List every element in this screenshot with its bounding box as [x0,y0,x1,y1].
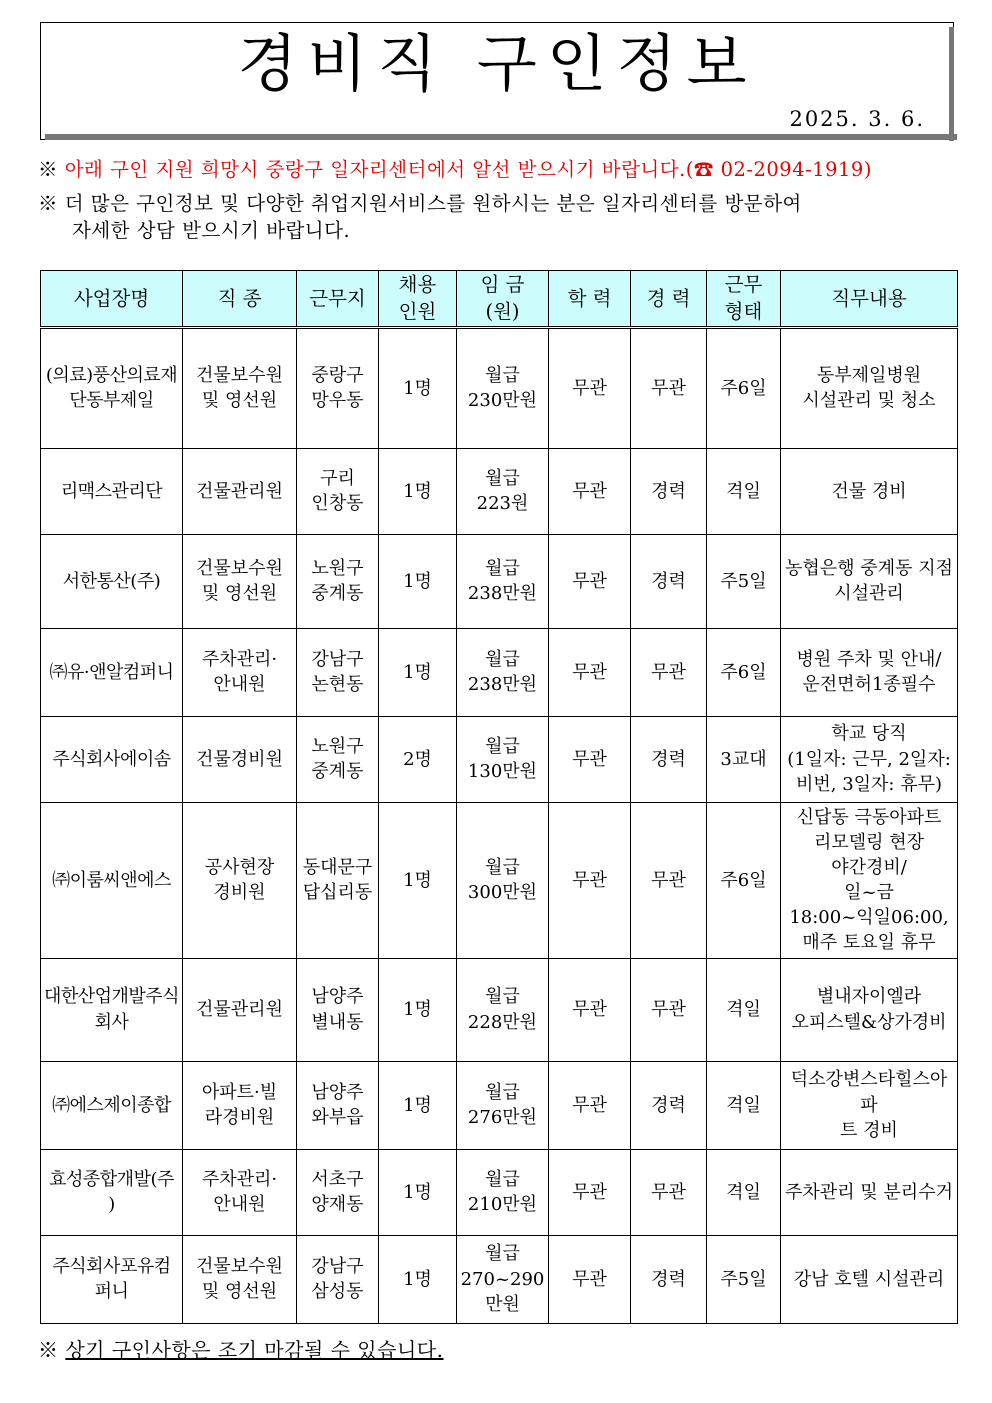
cell-experience: 무관 [631,1149,707,1235]
notice-contact [38,156,872,183]
cell-company: 효성종합개발(주 ) [41,1149,183,1235]
cell-headcount: 1명 [379,958,457,1061]
header-experience: 경 력 [631,271,707,328]
header-wage: 임 금 (원) [457,271,549,328]
cell-wage: 월급 130만원 [457,716,549,802]
cell-education: 무관 [549,802,631,958]
cell-work-type: 주6일 [707,628,781,716]
cell-job-type: 주차관리· 안내원 [183,1149,297,1235]
cell-location: 남양주 별내동 [297,958,379,1061]
cell-location: 구리 인창동 [297,448,379,534]
cell-company: ㈜유·앤알컴퍼니 [41,628,183,716]
table-row [41,1235,958,1323]
cell-job-type: 건물관리원 [183,448,297,534]
title-shadow-bottom [45,134,957,140]
cell-location: 동대문구 답십리동 [297,802,379,958]
cell-duties: 별내자이엘라 오피스텔&상가경비 [781,958,958,1061]
cell-education: 무관 [549,628,631,716]
cell-company: ㈜이룸씨앤에스 [41,802,183,958]
cell-location: 남양주 와부읍 [297,1061,379,1149]
cell-job-type: 공사현장 경비원 [183,802,297,958]
cell-experience: 경력 [631,716,707,802]
cell-duties: 강남 호텔 시설관리 [781,1235,958,1323]
cell-wage: 월급 210만원 [457,1149,549,1235]
cell-work-type: 격일 [707,1149,781,1235]
header-headcount: 채용 인원 [379,271,457,328]
cell-duties: 동부제일병원 시설관리 및 청소 [781,327,958,448]
cell-wage: 월급 228만원 [457,958,549,1061]
header-company: 사업장명 [41,271,183,328]
cell-duties: 학교 당직 (1일자: 근무, 2일자: 비번, 3일자: 휴무) [781,716,958,802]
cell-education: 무관 [549,327,631,448]
cell-wage: 월급 276만원 [457,1061,549,1149]
table-row [41,534,958,628]
cell-experience: 무관 [631,958,707,1061]
header-job-type: 직 종 [183,271,297,328]
cell-headcount: 2명 [379,716,457,802]
cell-experience: 무관 [631,327,707,448]
job-table [40,270,958,1324]
cell-education: 무관 [549,534,631,628]
footer-mark: ※ [38,1338,59,1362]
cell-job-type: 아파트·빌 라경비원 [183,1061,297,1149]
cell-work-type: 격일 [707,958,781,1061]
cell-location: 노원구 중계동 [297,716,379,802]
cell-experience: 경력 [631,1235,707,1323]
cell-wage: 월급 238만원 [457,628,549,716]
cell-headcount: 1명 [379,802,457,958]
table-row [41,958,958,1061]
notice-mark: ※ [38,158,59,181]
cell-company: 주식회사에이솜 [41,716,183,802]
table-row [41,1149,958,1235]
cell-job-type: 건물관리원 [183,958,297,1061]
cell-education: 무관 [549,1061,631,1149]
cell-headcount: 1명 [379,1149,457,1235]
header-duties: 직무내용 [781,271,958,328]
cell-headcount: 1명 [379,327,457,448]
page-date: 2025. 3. 6. [789,107,925,131]
cell-job-type: 건물보수원 및 영선원 [183,1235,297,1323]
cell-headcount: 1명 [379,448,457,534]
table-header-row [41,271,958,328]
cell-duties: 병원 주차 및 안내/ 운전면허1종필수 [781,628,958,716]
cell-education: 무관 [549,958,631,1061]
page-title: 경비직 구인정보 [237,27,757,100]
table-row [41,448,958,534]
table-row [41,1061,958,1149]
cell-duties: 덕소강변스타힐스아파 트 경비 [781,1061,958,1149]
cell-wage: 월급 223원 [457,448,549,534]
cell-company: ㈜에스제이종합 [41,1061,183,1149]
table-row [41,628,958,716]
cell-work-type: 주6일 [707,327,781,448]
notice-contact-text: 아래 구인 지원 희망시 중랑구 일자리센터에서 알선 받으시기 바랍니다.(☎ 02-2094-1919) [64,158,872,181]
cell-experience: 경력 [631,448,707,534]
cell-location: 중랑구 망우동 [297,327,379,448]
cell-job-type: 주차관리· 안내원 [183,628,297,716]
cell-location: 노원구 중계동 [297,534,379,628]
cell-job-type: 건물보수원 및 영선원 [183,534,297,628]
notice-visit [38,190,958,245]
cell-work-type: 격일 [707,1061,781,1149]
cell-duties: 주차관리 및 분리수거 [781,1149,958,1235]
title-box [40,22,954,140]
cell-duties: 건물 경비 [781,448,958,534]
table-body [41,327,958,1323]
cell-education: 무관 [549,716,631,802]
table-row [41,802,958,958]
notice-mark: ※ [38,192,59,215]
cell-work-type: 주6일 [707,802,781,958]
cell-company: 리맥스관리단 [41,448,183,534]
cell-company: 주식회사포유컴 퍼니 [41,1235,183,1323]
cell-work-type: 주5일 [707,534,781,628]
cell-wage: 월급 300만원 [457,802,549,958]
table-row [41,327,958,448]
cell-wage: 월급 230만원 [457,327,549,448]
cell-company: 대한산업개발주식 회사 [41,958,183,1061]
cell-headcount: 1명 [379,628,457,716]
cell-experience: 경력 [631,1061,707,1149]
cell-location: 강남구 삼성동 [297,1235,379,1323]
cell-headcount: 1명 [379,1061,457,1149]
cell-education: 무관 [549,1149,631,1235]
cell-headcount: 1명 [379,1235,457,1323]
cell-experience: 무관 [631,628,707,716]
cell-company: (의료)풍산의료재 단동부제일 [41,327,183,448]
cell-job-type: 건물경비원 [183,716,297,802]
header-location: 근무지 [297,271,379,328]
notice-visit-text-2: 자세한 상담 받으시기 바랍니다. [72,219,351,243]
cell-wage: 월급 238만원 [457,534,549,628]
cell-education: 무관 [549,1235,631,1323]
table-row [41,716,958,802]
cell-work-type: 격일 [707,448,781,534]
cell-work-type: 3교대 [707,716,781,802]
cell-work-type: 주5일 [707,1235,781,1323]
cell-job-type: 건물보수원 및 영선원 [183,327,297,448]
cell-duties: 농협은행 중계동 지점 시설관리 [781,534,958,628]
cell-company: 서한통산(주) [41,534,183,628]
cell-headcount: 1명 [379,534,457,628]
cell-duties: 신답동 극동아파트 리모델링 현장 야간경비/ 일~금 18:00~익일06:00, 매주 토요일 휴무 [781,802,958,958]
footer-text: 상기 구인사항은 조기 마감될 수 있습니다. [65,1338,444,1362]
cell-experience: 경력 [631,534,707,628]
cell-location: 서초구 양재동 [297,1149,379,1235]
footer-note [38,1334,443,1363]
cell-location: 강남구 논현동 [297,628,379,716]
header-work-type: 근무 형태 [707,271,781,328]
header-education: 학 력 [549,271,631,328]
notice-visit-text-1: 더 많은 구인정보 및 다양한 취업지원서비스를 원하시는 분은 일자리센터를 방문하여 [64,192,802,215]
cell-experience: 무관 [631,802,707,958]
cell-education: 무관 [549,448,631,534]
cell-wage: 월급 270~290 만원 [457,1235,549,1323]
